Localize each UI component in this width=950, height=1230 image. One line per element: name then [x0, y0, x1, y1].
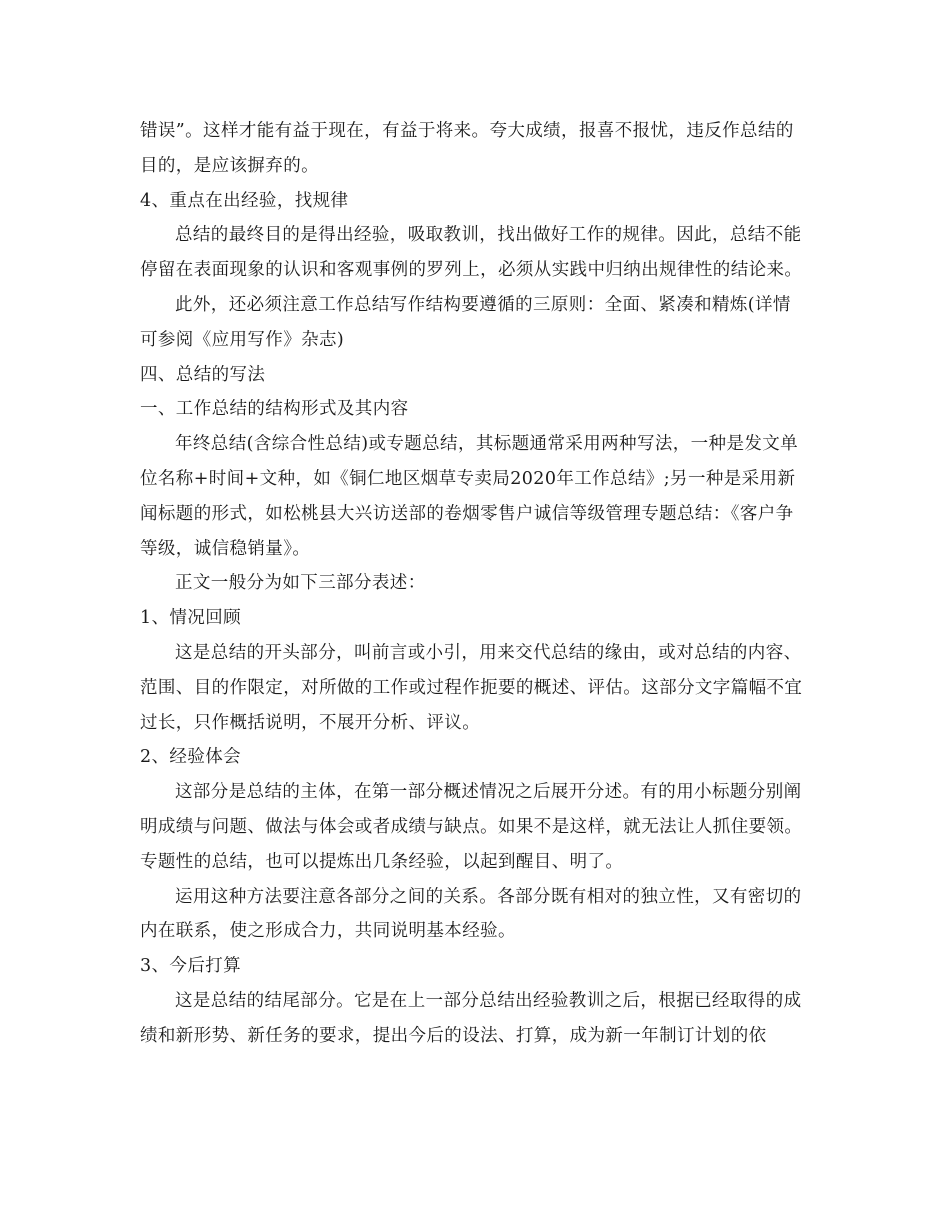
subsection-heading-1: 一、工作总结的结构形式及其内容 — [140, 399, 409, 420]
paragraph-5: 正文一般分为如下三部分表述： — [175, 573, 426, 594]
paragraph-2: 总结的最终目的是得出经验，吸取教训，找出做好工作的规律。因此，总结不能停留在表面现象的认识和客观事例的罗列上，必须从实践中归纳出规律性的结论来。 — [140, 225, 803, 281]
paragraph-4: 年终总结(含综合性总结)或专题总结，其标题通常采用两种写法，一种是发文单位名称+时间+文种，如《铜仁地区烟草专卖局2020年工作总结》;另一种是采用新闻标题的形式，如松桃县大兴访送部的卷烟零售户诚信等级管理专题总结：《客户争等级，诚信稳销量》。 — [140, 434, 799, 559]
paragraph-1: 错误”。这样才能有益于现在，有益于将来。夸大成绩，报喜不报忧，违反作总结的目的，是应该摒弃的。 — [140, 121, 794, 176]
paragraph-9: 这是总结的结尾部分。它是在上一部分总结出经验教训之后，根据已经取得的成绩和新形势、新任务的要求，提出今后的设法、打算，成为新一年制订计划的依 — [140, 990, 802, 1046]
paragraph-3: 此外，还必须注意工作总结写作结构要遵循的三原则：全面、紧凑和精炼(详情可参阅《应用写作》杂志) — [140, 294, 791, 350]
document-body — [140, 114, 808, 1054]
subheading-2: 2、经验体会 — [140, 747, 242, 768]
subheading-4: 4、重点在出经验，找规律 — [140, 190, 349, 211]
paragraph-7: 这部分是总结的主体，在第一部分概述情况之后展开分述。有的用小标题分别阐明成绩与问题、做法与体会或者成绩与缺点。如果不是这样，就无法让人抓住要领。专题性的总结，也可以提炼出几条经验，以起到醒目、明了。 — [140, 782, 803, 872]
paragraph-6: 这是总结的开头部分，叫前言或小引，用来交代总结的缘由，或对总结的内容、范围、目的作限定，对所做的工作或过程作扼要的概述、评估。这部分文字篇幅不宜过长，只作概括说明，不展开分析、评议。 — [140, 642, 803, 733]
paragraph-8: 运用这种方法要注意各部分之间的关系。各部分既有相对的独立性，又有密切的内在联系，使之形成合力，共同说明基本经验。 — [140, 886, 802, 942]
subheading-3: 3、今后打算 — [140, 956, 242, 977]
subheading-1: 1、情况回顾 — [140, 608, 242, 629]
section-heading-4: 四、总结的写法 — [140, 364, 266, 385]
